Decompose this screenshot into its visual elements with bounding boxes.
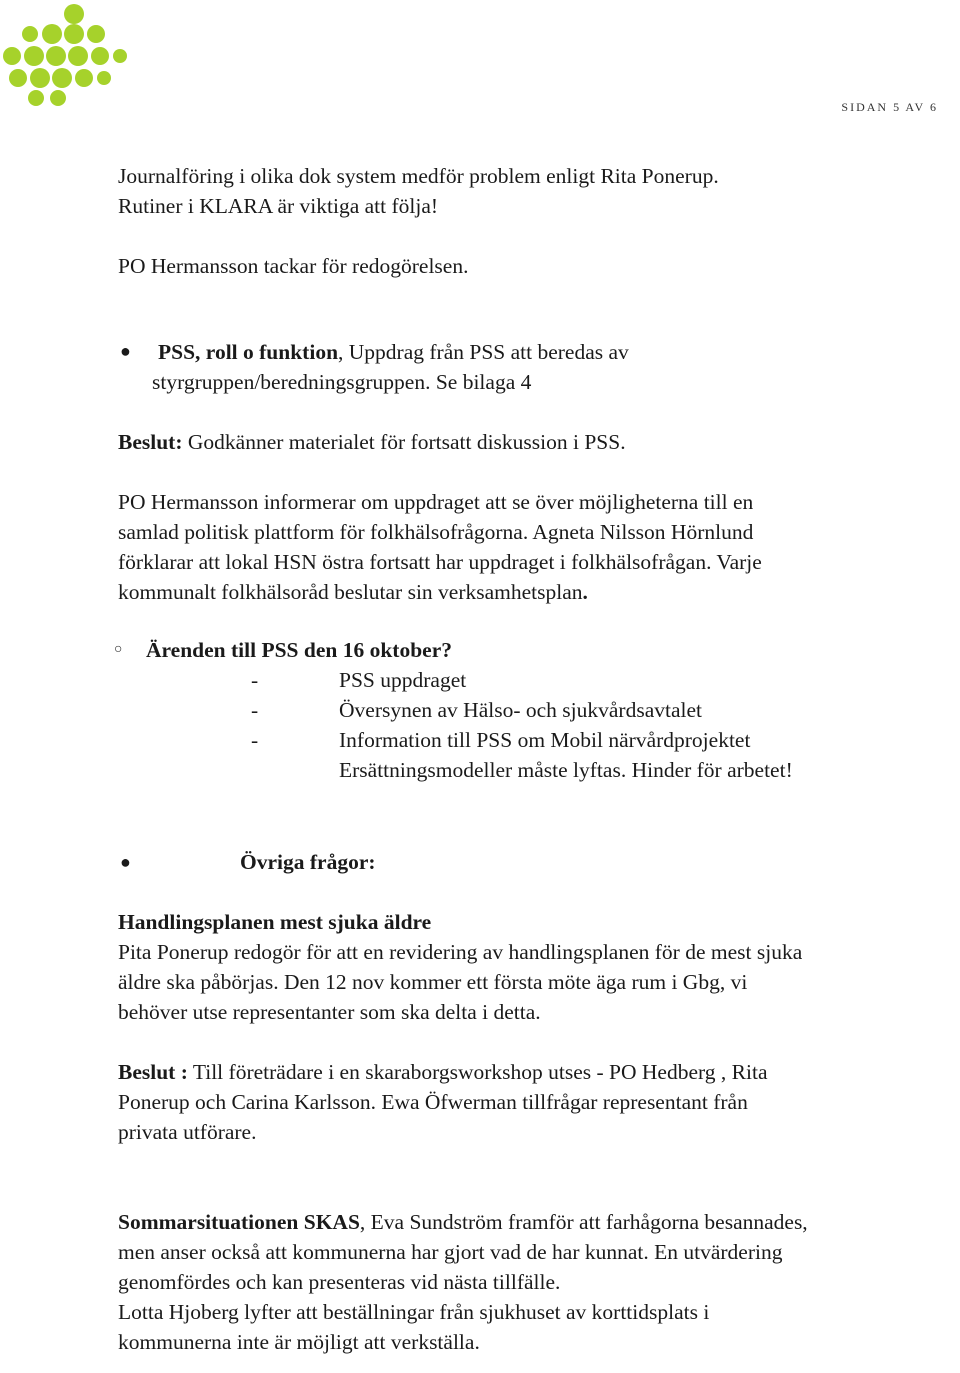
logo-dot — [28, 90, 44, 106]
decision-godkanner: Beslut: Godkänner materialet för fortsatt diskussion i PSS. — [118, 430, 626, 454]
logo-dot — [64, 4, 84, 24]
section-handlingsplanen: Handlingsplanen mest sjuka äldre Pita Ponerup redogör för att en revidering av handlingsplanen för de mest sjuka äldre ska påbörjas. Den 12 nov kommer ett första möte äga rum i Gbg, vi behöver utse representanter som ska delta i detta. — [118, 910, 803, 1024]
section-sommarsituationen: Sommarsituationen SKAS, Eva Sundström framför att farhågorna besannades, men anser också att kommunerna har gjort vad de har kunnat. En utvärdering genomfördes och kan presenteras vid nästa tillfälle. Lotta Hjoberg lyfter att beställningar från sjukhuset av korttidsplats i kommunerna inte är möjligt att verkställa. — [118, 1210, 808, 1354]
ovriga-heading: Övriga frågor: — [240, 850, 376, 874]
decision-workshop: Beslut : Till företrädare i en skaraborgsworkshop utses - PO Hedberg , Rita Ponerup och Carina Karlsson. Ewa Öfwerman tillfrågar representant från privata utförare. — [118, 1060, 768, 1144]
logo-dot — [64, 24, 84, 44]
paragraph-journalforing: Journalföring i olika dok system medför problem enligt Rita Ponerup. Rutiner i KLARA är viktiga att följa! — [118, 164, 719, 218]
logo-dot — [87, 25, 105, 43]
logo-dot — [113, 49, 127, 63]
paragraph-tackar: PO Hermansson tackar för redogörelsen. — [118, 254, 469, 278]
bullet-pss-roll: ● PSS, roll o funktion, Uppdrag från PSS att beredas av styrgruppen/beredningsgruppen. Se bilaga 4 — [118, 337, 958, 397]
bullet-dot-icon: ● — [120, 852, 131, 872]
list-item: - Information till PSS om Mobil närvårdprojektet — [251, 728, 751, 752]
logo-dot — [22, 26, 38, 42]
logo-dot — [68, 46, 88, 66]
logo-dot — [97, 71, 111, 85]
bullet-dot-icon: ● — [120, 341, 131, 361]
logo-dot — [9, 69, 27, 87]
list-item-continuation: Ersättningsmodeller måste lyftas. Hinder för arbetet! — [339, 758, 793, 782]
list-item: - Översynen av Hälso- och sjukvårdsavtalet — [251, 698, 703, 722]
document-body — [114, 161, 958, 1357]
arenden-heading: Ärenden till PSS den 16 oktober? — [146, 638, 453, 662]
bullet-ovriga — [118, 847, 958, 877]
bullet-arenden — [114, 635, 958, 665]
paragraph-informerar: PO Hermansson informerar om uppdraget att se över möjligheterna till en samlad politisk plattform för folkhälsofrågorna. Agneta Nilsson Hörnlund förklarar att lokal HSN östra fortsatt har uppdraget i folkhälsofrågan. Varje kommunalt folkhälsoråd beslutar sin verksamhetsplan. — [118, 490, 762, 604]
logo-dot — [50, 90, 66, 106]
logo-dot — [30, 68, 50, 88]
page-indicator: SIDAN 5 AV 6 — [841, 100, 938, 114]
logo-dot — [46, 46, 66, 66]
bullet-dot-icon: ○ — [114, 642, 123, 657]
list-item: - PSS uppdraget — [251, 668, 467, 692]
logo-dot — [91, 47, 109, 65]
logo-dots — [0, 0, 140, 112]
logo-dot — [3, 47, 21, 65]
logo-dot — [75, 69, 93, 87]
logo-dot — [52, 68, 72, 88]
logo-dot — [24, 46, 44, 66]
logo-dot — [42, 24, 62, 44]
